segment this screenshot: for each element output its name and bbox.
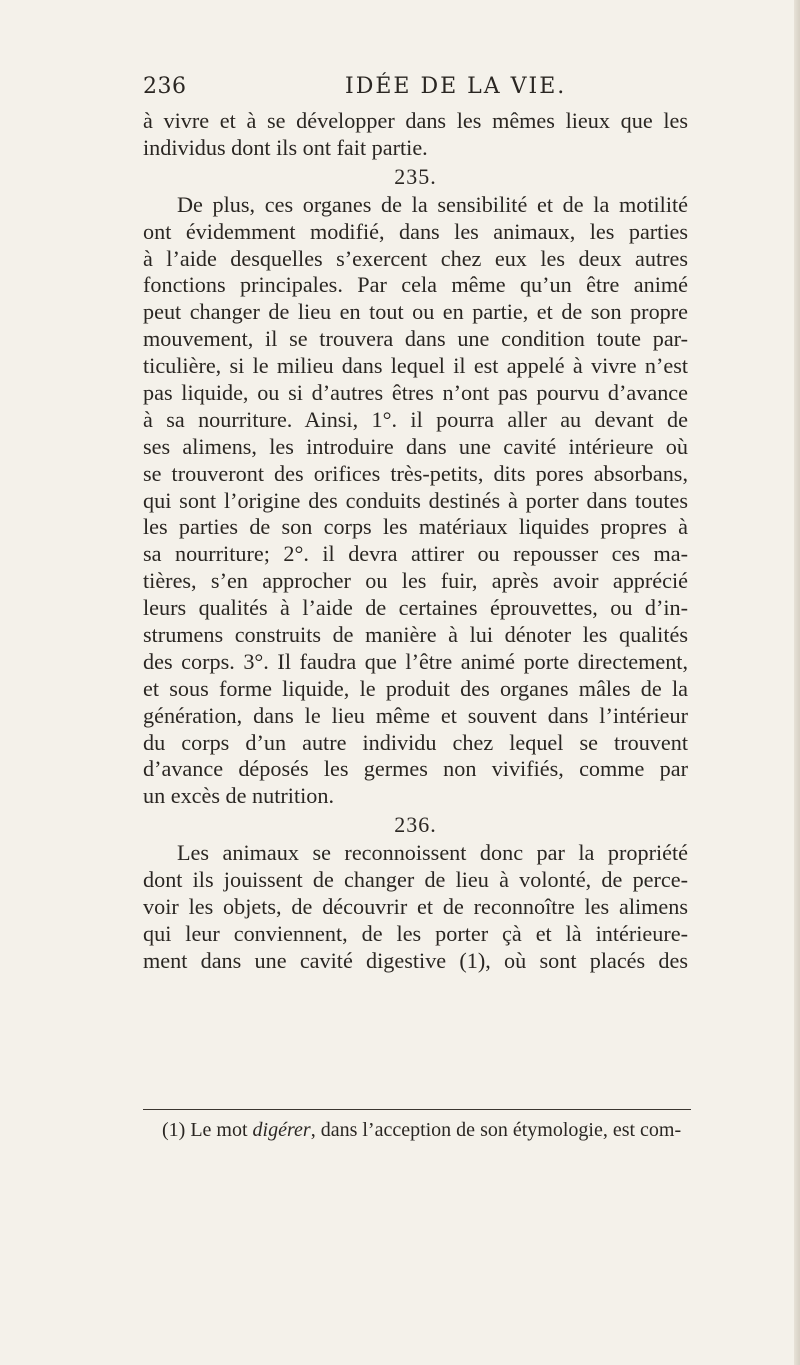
- text-line: les parties de son corps les matériaux liquides propres à: [143, 514, 688, 540]
- text-line: et sous forme liquide, le produit des organes mâles de la: [143, 675, 688, 701]
- text-line: ment dans une cavité digestive (1), où sont placés des: [143, 947, 688, 973]
- text-line: génération, dans le lieu même et souvent dans l’intérieur: [143, 702, 688, 728]
- footnote-divider: [143, 1109, 691, 1110]
- text-line: dont ils jouissent de changer de lieu à volonté, de perce-: [143, 867, 688, 893]
- footnote-text-end: , dans l’acception de son étymologie, est com-: [310, 1119, 682, 1141]
- section-number-236: 236.: [394, 812, 437, 838]
- text-line: leurs qualités à l’aide de certaines éprouvettes, ou d’in-: [143, 595, 688, 621]
- text-line: à l’aide desquelles s’exercent chez eux les deux autres: [143, 245, 688, 271]
- page-body: [143, 108, 688, 975]
- text-line: mouvement, il se trouvera dans une condition toute par-: [143, 326, 688, 352]
- text-line: ticulière, si le milieu dans lequel il est appelé à vivre n’est: [143, 353, 688, 379]
- text-line: qui leur conviennent, de les porter çà et là intérieure-: [143, 920, 688, 946]
- text-line: qui sont l’origine des conduits destinés à porter dans toutes: [143, 487, 688, 513]
- page-edge: [794, 0, 800, 1365]
- text-line: se trouveront des orifices très-petits, dits pores absorbans,: [143, 460, 688, 486]
- footnote-text-start: Le mot: [190, 1119, 248, 1141]
- text-line: du corps d’un autre individu chez lequel se trouvent: [143, 729, 688, 755]
- text-line: peut changer de lieu en tout ou en partie, et de son propre: [143, 299, 688, 325]
- page-header: [143, 74, 683, 108]
- text-line: sa nourriture; 2°. il devra attirer ou repousser ces ma-: [143, 541, 688, 567]
- footnote-italic-word: digérer: [252, 1119, 311, 1141]
- text-line: strumens construits de manière à lui dénoter les qualités: [143, 622, 688, 648]
- text-line: De plus, ces organes de la sensibilité et de la motilité: [177, 191, 688, 217]
- text-line: un excès de nutrition.: [143, 783, 335, 809]
- text-line: voir les objets, de découvrir et de reconnoître les alimens: [143, 894, 688, 920]
- page-number: 236: [143, 74, 187, 99]
- text-line: fonctions principales. Par cela même qu’un être animé: [143, 272, 688, 298]
- text-line: pas liquide, ou si d’autres êtres n’ont pas pourvu d’avance: [143, 380, 688, 406]
- text-line: ont évidemment modifié, dans les animaux, les parties: [143, 218, 688, 244]
- text-line: à vivre et à se développer dans les mêmes lieux que les: [143, 108, 688, 133]
- running-title: IDÉE DE LA VIE.: [345, 74, 567, 99]
- text-line: des corps. 3°. Il faudra que l’être animé porte directement,: [143, 648, 688, 674]
- text-line: à sa nourriture. Ainsi, 1°. il pourra aller au devant de: [143, 406, 688, 432]
- section-number-235: 235.: [394, 163, 437, 189]
- footnote-marker: (1): [162, 1119, 186, 1141]
- text-line: ses alimens, les introduire dans une cavité intérieure où: [143, 433, 688, 459]
- text-line: individus dont ils ont fait partie.: [143, 134, 428, 160]
- text-line: Les animaux se reconnoissent donc par la propriété: [177, 840, 688, 866]
- text-line: tières, s’en approcher ou les fuir, après avoir apprécié: [143, 568, 688, 594]
- text-line: d’avance déposés les germes non vivifiés, comme par: [143, 756, 688, 782]
- footnote: [162, 1118, 722, 1142]
